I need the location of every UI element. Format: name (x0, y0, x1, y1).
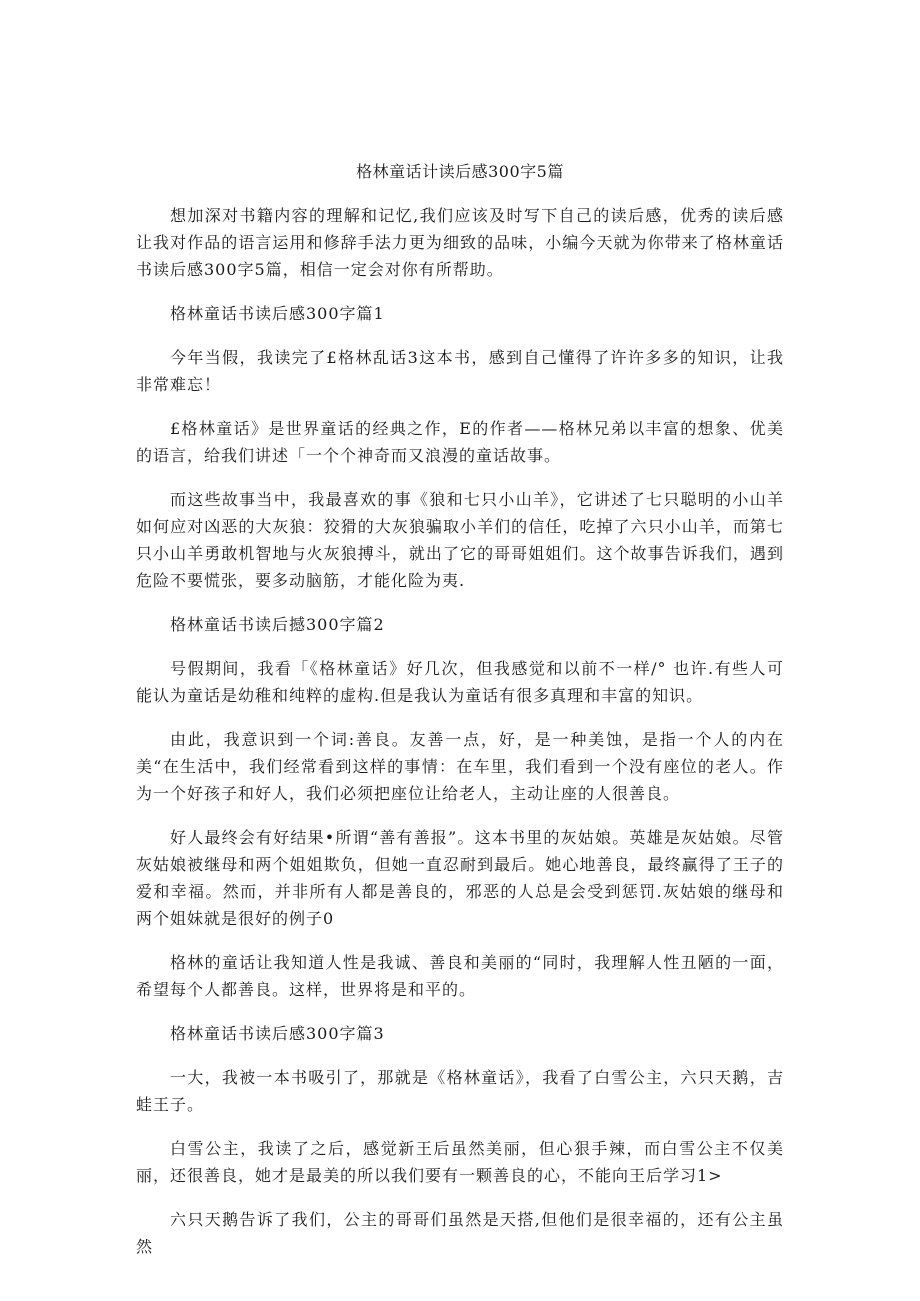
body-paragraph: 号假期间，我看「《格林童话》好几次，但我感觉和以前不一样/° 也许.有些人可能认为童话是幼稚和纯粹的虚构.但是我认为童话有很多真理和丰富的知识。 (136, 659, 784, 705)
document-title: 格林童话计读后感300字5篇 (356, 162, 564, 181)
body-paragraph: 格林的童话让我知道人性是我诚、善良和美丽的“同时，我理解人性丑陋的一面，希望每个人都善良。这样，世界将是和平的。 (136, 953, 784, 999)
body-paragraph: 由此，我意识到一个词:善良。友善一点，好，是一种美蚀，是指一个人的内在美“在生活中，我们经常看到这样的事情：在车里，我们看到一个没有座位的老人。作为一个好孩子和好人，我们必须把座位让给老人，主动让座的人很善良。 (136, 730, 784, 803)
intro-paragraph: 想加深对书籍内容的理解和记忆,我们应该及时写下自己的读后感，优秀的读后感让我对作品的语言运用和修辞手法力更为细致的品味，小编今天就为你带来了格林童话书读后感300字5篇，相信一定会对你有所帮助。 (136, 206, 784, 279)
body-paragraph: 六只天鹅告诉了我们，公主的哥哥们虽然是天搭,但他们是很幸福的，还有公主虽然 (136, 1210, 784, 1256)
body-paragraph: 一大，我被一本书吸引了，那就是《格林童话》，我看了白雪公主，六只天鹅，吉蛙王子。 (136, 1068, 784, 1114)
section-heading-1: 格林童话书读后感300字篇1 (170, 304, 385, 323)
section-heading-3: 格林童话书读后感300字篇3 (170, 1024, 385, 1043)
body-paragraph: £格林童话》是世界童话的经典之作，E的作者——格林兄弟以丰富的想象、优美的语言，给我们讲述「一个个神奇而又浪漫的童话故事。 (136, 419, 784, 465)
document-body (136, 202, 784, 1277)
body-paragraph: 今年当假，我读完了£格林乱话3这本书，感到自己懂得了许许多多的知识，让我非常难忘！ (136, 348, 784, 394)
section-heading-2: 格林童话书读后撼300字篇2 (170, 615, 385, 634)
body-paragraph: 好人最终会有好结果•所谓“善有善报”。这本书里的灰姑娘。英雄是灰姑娘。尽管灰姑娘被继母和两个姐姐欺负，但她一直忍耐到最后。她心地善良，最终赢得了王子的爱和幸福。然而，并非所有人都是善良的，邪恶的人总是会受到惩罚.灰姑娘的继母和两个姐妹就是很好的例子0 (136, 828, 784, 928)
body-paragraph: 白雪公主，我读了之后，感觉新王后虽然美丽，但心狠手辣，而白雪公主不仅美丽，还很善良，她才是最美的所以我们要有一颗善良的心，不能向王后学习1> (136, 1139, 784, 1185)
body-paragraph: 而这些故事当中，我最喜欢的事《狼和七只小山羊》，它讲述了七只聪明的小山羊如何应对凶恶的大灰狼：狡猾的大灰狼骗取小羊们的信任，吃掉了六只小山羊，而第七只小山羊勇敢机智地与火灰狼搏斗，就出了它的哥哥姐姐们。这个故事告诉我们，遇到危险不要慌张，要多动脑筋，才能化险为夷. (136, 490, 784, 590)
